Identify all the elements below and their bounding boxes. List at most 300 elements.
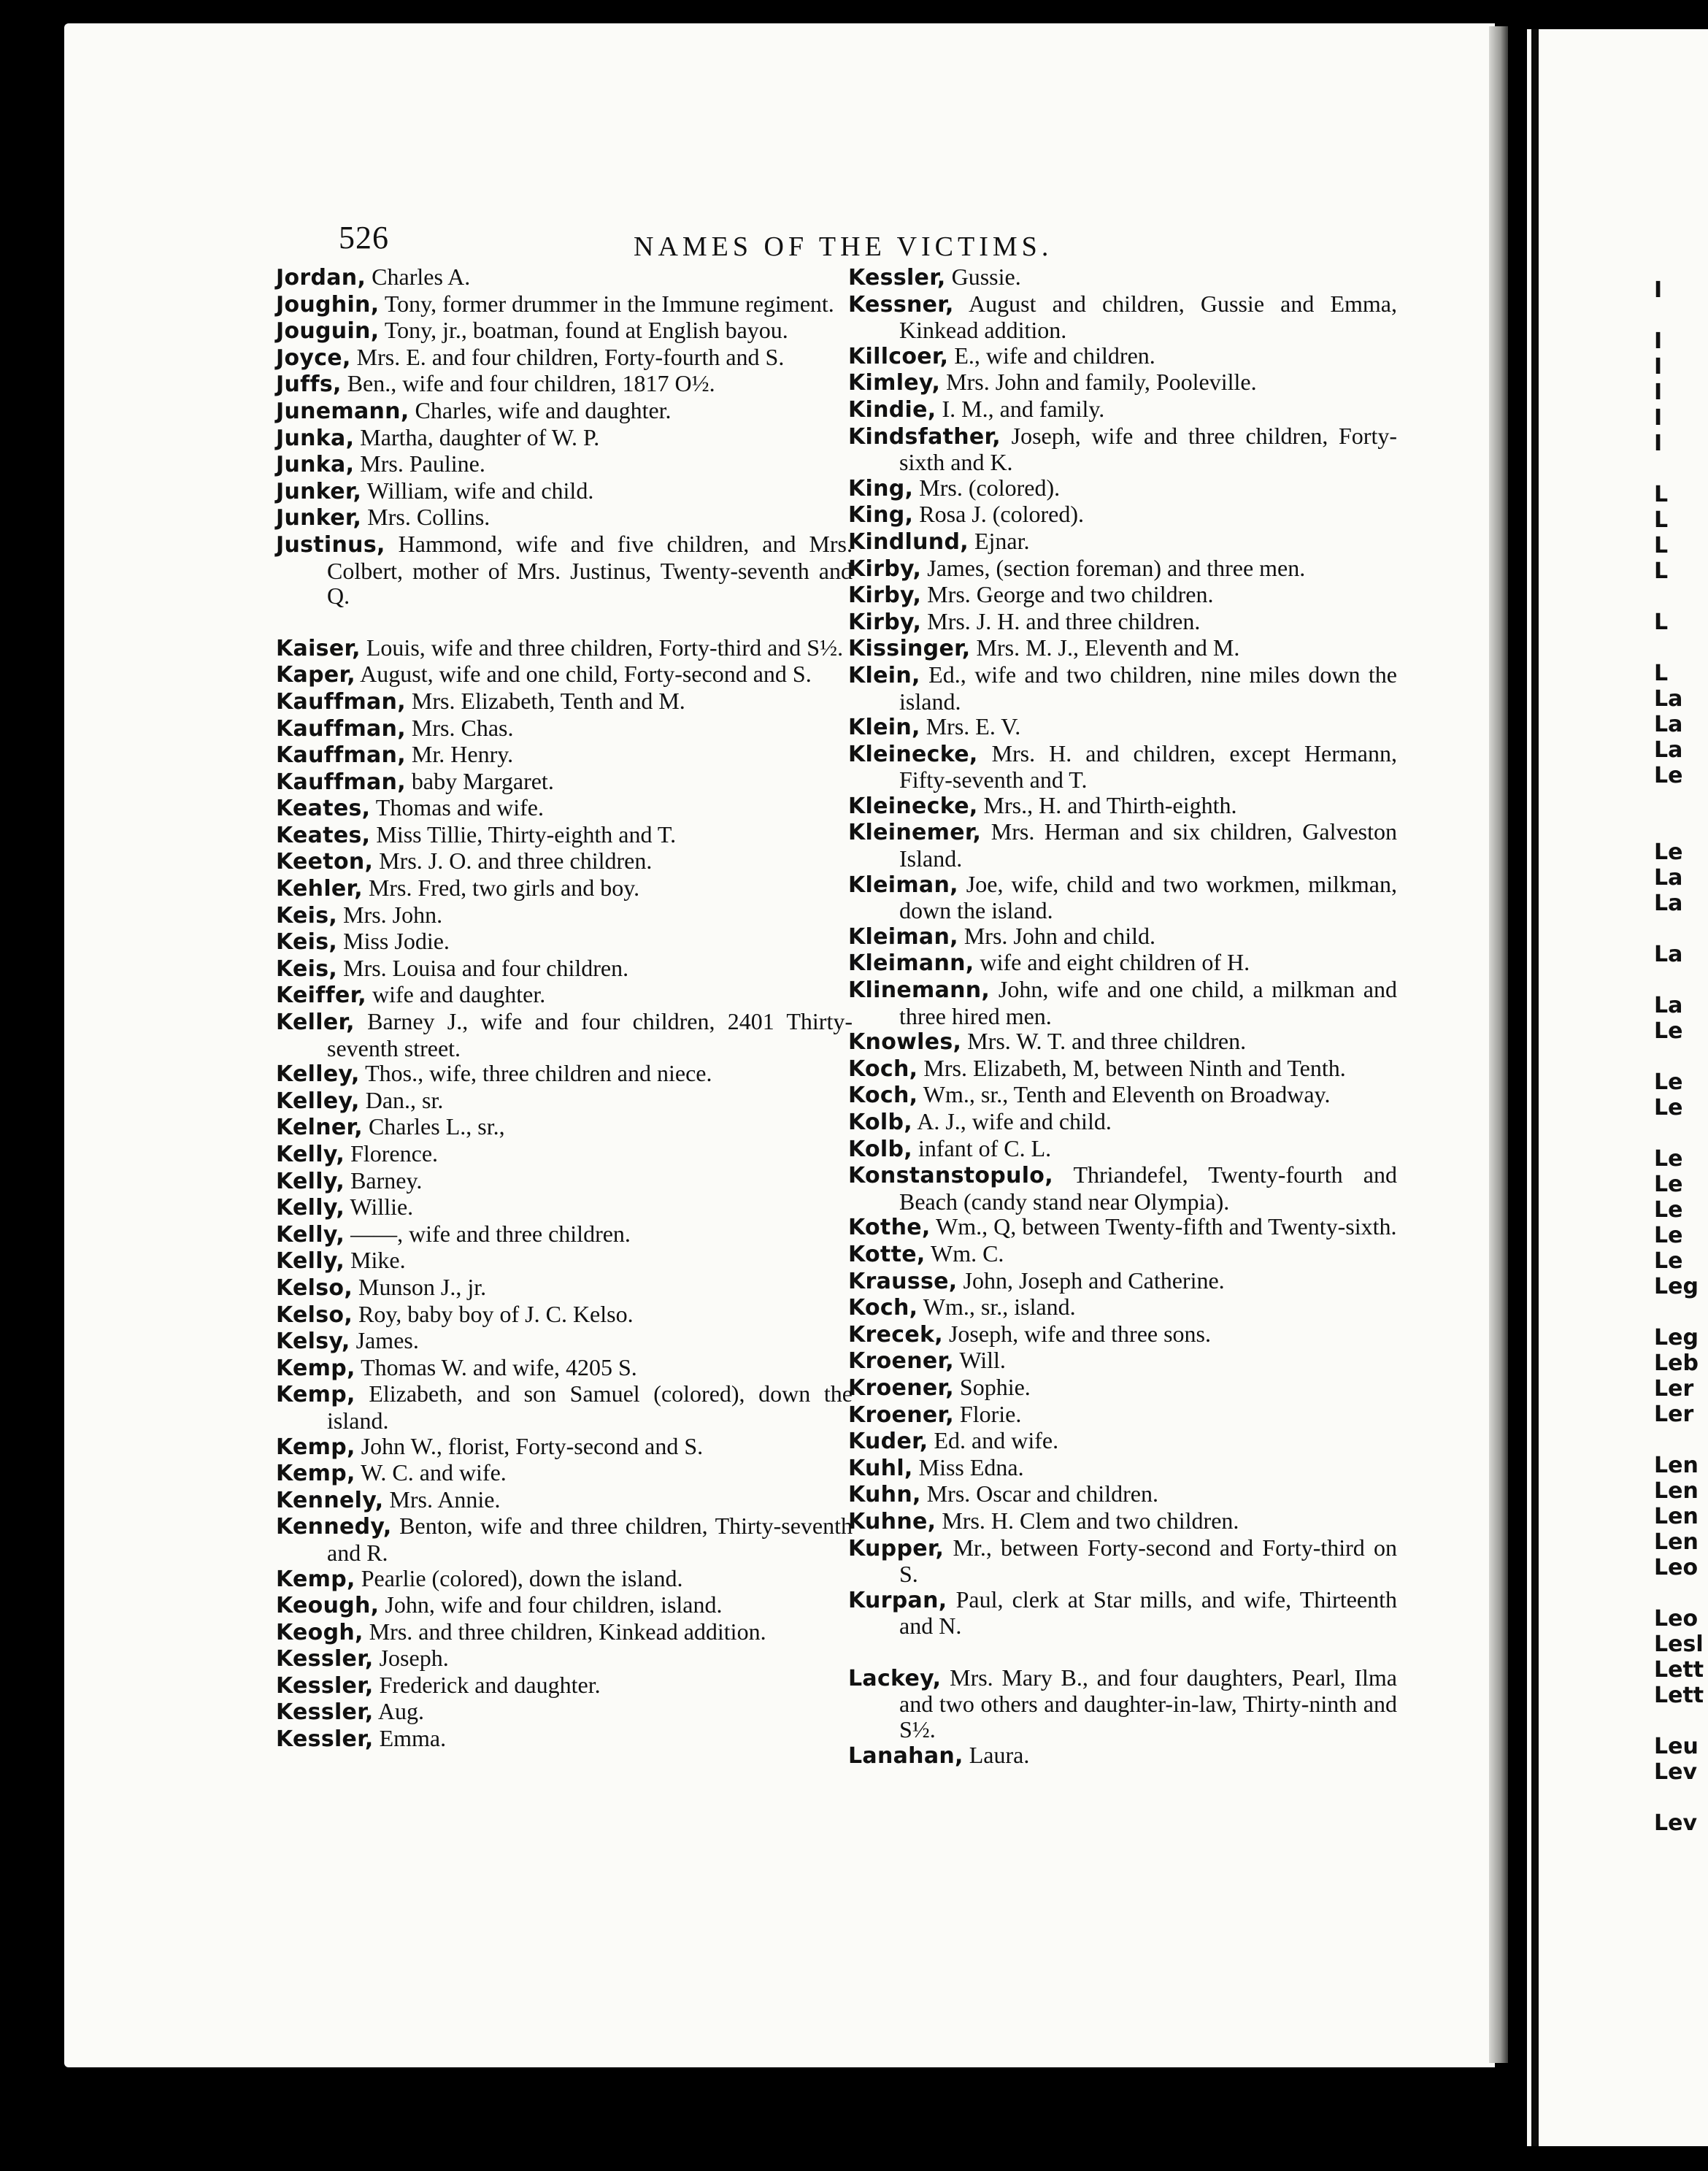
facing-page-letter: Leg xyxy=(1654,1325,1699,1350)
victim-details: Martha, daughter of W. P. xyxy=(354,423,600,450)
victim-surname: Koch, xyxy=(848,1295,918,1321)
victim-surname: Keates, xyxy=(276,796,371,822)
victim-surname: Keogh, xyxy=(276,1619,363,1645)
victim-entry xyxy=(848,1402,1397,1429)
victim-entry xyxy=(276,1302,853,1329)
victim-details: Charles A. xyxy=(366,264,471,290)
victim-surname: Klein, xyxy=(848,715,920,741)
victim-details: Mrs. John. xyxy=(337,901,443,928)
victim-entry xyxy=(276,688,853,715)
victim-surname: Jordan, xyxy=(276,265,366,291)
victim-surname: Kemp, xyxy=(276,1382,355,1408)
victim-surname: Kelley, xyxy=(276,1088,360,1114)
facing-page-letter: L xyxy=(1654,610,1669,635)
victim-entry xyxy=(848,1214,1397,1241)
facing-page-letter: Leo xyxy=(1654,1606,1699,1632)
victim-surname: Koch, xyxy=(848,1083,918,1109)
victim-surname: Juffs, xyxy=(276,372,342,398)
facing-page-letter: Le xyxy=(1654,839,1683,865)
victim-details: Mrs. Oscar and children. xyxy=(920,1480,1158,1507)
victim-surname: Kelly, xyxy=(276,1248,345,1275)
facing-page-letter: Ler xyxy=(1654,1402,1694,1427)
facing-page-letter: Leg xyxy=(1654,1274,1699,1299)
victim-details: Mrs. Pauline. xyxy=(354,450,485,477)
victim-surname: Kroener, xyxy=(848,1348,954,1375)
victim-details: wife and eight children of H. xyxy=(974,949,1250,976)
victim-details: William, wife and child. xyxy=(361,477,594,504)
victim-surname: Kindlund, xyxy=(848,529,969,555)
victim-entry xyxy=(848,1508,1397,1535)
victim-entry xyxy=(276,902,853,929)
victim-details: Mrs. Collins. xyxy=(361,504,491,531)
victim-details: wife and daughter. xyxy=(366,981,546,1008)
facing-page-letter: L xyxy=(1654,507,1669,533)
victim-entry xyxy=(848,291,1397,343)
victim-surname: Joughin, xyxy=(276,291,380,318)
victim-entry xyxy=(848,1375,1397,1402)
victim-surname: Lanahan, xyxy=(848,1742,963,1769)
victim-details: Joseph, wife and three children, Forty-sixth and K. xyxy=(899,422,1397,476)
victim-entry xyxy=(276,504,853,531)
victim-details: Ed. and wife. xyxy=(928,1427,1059,1454)
facing-page-letter: Le xyxy=(1654,1095,1683,1121)
victim-surname: Koch, xyxy=(848,1056,918,1082)
section-gap xyxy=(276,609,853,635)
victim-surname: Kurpan, xyxy=(848,1587,947,1613)
victim-details: Pearlie (colored), down the island. xyxy=(355,1564,683,1591)
victim-entry xyxy=(848,529,1397,556)
victim-entry xyxy=(848,1428,1397,1455)
facing-page-letter: Le xyxy=(1654,1069,1683,1095)
facing-page-letter xyxy=(1654,1580,1708,1606)
victim-surname: Kirby, xyxy=(848,583,922,609)
victim-details: Thos., wife, three children and niece. xyxy=(359,1060,712,1087)
facing-page-margin-letters xyxy=(1654,277,1708,1836)
victim-details: Joseph. xyxy=(373,1645,449,1672)
victim-details: Benton, wife and three children, Thirty-seventh and R. xyxy=(327,1513,853,1566)
victim-entry xyxy=(848,369,1397,396)
victim-entry xyxy=(276,264,853,291)
victim-details: Mrs. John and child. xyxy=(958,922,1156,949)
victim-details: Mrs. Elizabeth, M, between Ninth and Tenth. xyxy=(918,1054,1346,1081)
victim-surname: Kelly, xyxy=(276,1221,345,1248)
facing-page-letter: La xyxy=(1654,993,1683,1018)
victim-surname: Kothe, xyxy=(848,1215,931,1241)
victim-surname: Kennely, xyxy=(276,1487,384,1513)
victim-surname: Keiffer, xyxy=(276,983,366,1009)
facing-page-letter: Lett xyxy=(1654,1683,1704,1708)
victim-entry xyxy=(276,1328,853,1355)
victim-details: August, wife and one child, Forty-second and S. xyxy=(355,661,812,688)
victim-entry xyxy=(848,1321,1397,1348)
victim-entry xyxy=(276,1619,853,1646)
victim-details: Mrs. (colored). xyxy=(913,474,1061,501)
victim-surname: Kessler, xyxy=(276,1646,374,1672)
victim-surname: Keis, xyxy=(276,902,338,929)
victim-details: Mrs., H. and Thirth-eighth. xyxy=(977,791,1237,818)
victim-surname: Kaiser, xyxy=(276,635,361,661)
victim-details: Mrs. Fred, two girls and boy. xyxy=(362,875,640,902)
victim-details: Mrs. M. J., Eleventh and M. xyxy=(970,634,1240,661)
page-edge-shadow xyxy=(1489,26,1508,2063)
victim-details: Thriandefel, Twenty-fourth and Beach (candy stand near Olympia). xyxy=(899,1161,1397,1215)
victim-details: A. J., wife and child. xyxy=(912,1108,1112,1134)
facing-page-letter xyxy=(1654,1299,1708,1325)
facing-page-letter: I xyxy=(1654,380,1663,405)
victim-entry xyxy=(276,1355,853,1382)
victim-details: I. M., and family. xyxy=(936,395,1105,422)
victim-details: Miss Edna. xyxy=(912,1453,1024,1480)
facing-page-letter: I xyxy=(1654,405,1663,431)
victim-surname: Kelly, xyxy=(276,1142,345,1167)
victim-surname: Kessler, xyxy=(276,1672,374,1699)
victim-entry xyxy=(276,661,853,688)
victim-surname: Kleiman, xyxy=(848,923,958,950)
victim-surname: Kelley, xyxy=(276,1061,360,1088)
victim-surname: Kimley, xyxy=(848,370,941,396)
victim-details: Florie. xyxy=(953,1400,1022,1427)
victim-details: Aug. xyxy=(373,1698,424,1725)
victim-entry xyxy=(276,982,853,1009)
victim-surname: Junka, xyxy=(276,452,355,478)
victim-entry xyxy=(848,556,1397,583)
victim-details: Tony, former drummer in the Immune regiment. xyxy=(379,290,834,317)
victim-details: W. C. and wife. xyxy=(355,1459,507,1486)
victim-surname: Kemp, xyxy=(276,1461,355,1487)
victim-surname: King, xyxy=(848,502,914,529)
victim-entry xyxy=(276,635,853,662)
victim-entry xyxy=(276,1088,853,1115)
victim-details: Munson J., jr. xyxy=(353,1273,487,1300)
victim-surname: Junka, xyxy=(276,425,355,451)
victim-details: Ben., wife and four children, 1817 O½. xyxy=(341,370,715,397)
victim-surname: Kroener, xyxy=(848,1402,954,1428)
victim-details: Sophie. xyxy=(953,1373,1031,1400)
victim-details: Roy, baby boy of J. C. Kelso. xyxy=(353,1300,634,1327)
victim-details: Florence. xyxy=(345,1140,439,1167)
victim-surname: Kolb, xyxy=(848,1136,912,1162)
victim-surname: Kotte, xyxy=(848,1241,926,1267)
facing-page-letter: I xyxy=(1654,431,1663,456)
victim-details: James, (section foreman) and three men. xyxy=(921,554,1306,581)
victim-entry xyxy=(276,425,853,452)
victim-entry xyxy=(276,291,853,318)
victim-details: Elizabeth, and son Samuel (colored), down the island. xyxy=(327,1380,853,1434)
facing-page-letter xyxy=(1654,1121,1708,1146)
victim-surname: Kirby, xyxy=(848,609,922,635)
victim-entry xyxy=(848,977,1397,1029)
victim-surname: King, xyxy=(848,475,914,502)
victim-entry xyxy=(848,872,1397,923)
victim-details: Mrs. H. and children, except Hermann, Fifty-seventh and T. xyxy=(899,739,1397,794)
victim-details: Wm. C. xyxy=(925,1240,1004,1267)
victim-details: Wm., sr., island. xyxy=(918,1294,1076,1321)
victim-entry xyxy=(276,875,853,902)
victim-details: Mrs. E. V. xyxy=(920,713,1021,740)
victim-details: Wm., sr., Tenth and Eleventh on Broadway. xyxy=(918,1081,1331,1108)
victim-surname: Knowles, xyxy=(848,1029,962,1056)
victim-entry xyxy=(276,742,853,769)
victim-surname: Kolb, xyxy=(848,1110,912,1135)
facing-page-letter: L xyxy=(1654,661,1669,686)
victim-surname: Klinemann, xyxy=(848,977,990,1004)
facing-page-letter: Lev xyxy=(1654,1810,1698,1836)
victim-entry xyxy=(276,1726,853,1753)
victim-entry xyxy=(276,956,853,983)
victim-details: Mrs. Louisa and four children. xyxy=(337,954,629,981)
victim-surname: Klein, xyxy=(848,662,920,688)
victim-entry xyxy=(276,822,853,849)
victim-surname: Krausse, xyxy=(848,1268,958,1294)
victim-entry xyxy=(848,343,1397,370)
facing-page-letter: Le xyxy=(1654,1248,1683,1274)
victim-entry xyxy=(276,1248,853,1275)
victim-entry xyxy=(276,451,853,478)
victim-surname: Kessner, xyxy=(848,291,954,318)
facing-page-letter xyxy=(1654,584,1708,610)
victim-entry xyxy=(848,1455,1397,1482)
facing-page-letter: Ler xyxy=(1654,1376,1694,1402)
victim-entry xyxy=(276,1592,853,1619)
victim-entry xyxy=(848,502,1397,529)
victim-entry xyxy=(848,662,1397,714)
victim-surname: Keis, xyxy=(276,956,338,982)
facing-page-letter: La xyxy=(1654,942,1683,967)
victim-entry xyxy=(276,478,853,505)
victim-surname: Kirby, xyxy=(848,556,922,582)
victim-details: Ejnar. xyxy=(968,527,1030,554)
victim-surname: Kindsfather, xyxy=(848,423,1001,450)
victim-surname: Konstanstopulo, xyxy=(848,1163,1053,1189)
facing-page-letter: Len xyxy=(1654,1529,1699,1555)
victim-surname: Kemp, xyxy=(276,1434,355,1460)
victim-entry xyxy=(276,1434,853,1461)
facing-page-letter: Lett xyxy=(1654,1657,1704,1683)
victim-entry xyxy=(848,1162,1397,1214)
victim-entry xyxy=(848,1535,1397,1587)
facing-page-letter: Len xyxy=(1654,1504,1699,1529)
victim-entry xyxy=(848,714,1397,741)
facing-page-letter: La xyxy=(1654,737,1683,763)
victim-entry xyxy=(848,396,1397,423)
victim-entry xyxy=(276,1141,853,1168)
victim-entry xyxy=(848,1665,1397,1742)
victim-details: Ed., wife and two children, nine miles down the island. xyxy=(899,661,1397,715)
victim-entry xyxy=(848,475,1397,502)
victim-surname: Keough, xyxy=(276,1593,380,1619)
victim-details: Mrs. John and family, Pooleville. xyxy=(940,369,1257,396)
victim-entry xyxy=(848,793,1397,820)
victim-surname: Kleinecke, xyxy=(848,793,978,819)
victim-surname: Keis, xyxy=(276,929,338,956)
victim-entry xyxy=(848,741,1397,793)
victim-entry xyxy=(848,1587,1397,1639)
victim-surname: Keller, xyxy=(276,1010,355,1036)
victim-entry xyxy=(276,1645,853,1672)
facing-page-letter xyxy=(1654,635,1708,661)
victim-entry xyxy=(276,318,853,345)
page-number: 526 xyxy=(339,220,389,255)
victim-surname: Kennedy, xyxy=(276,1514,392,1540)
victim-entry xyxy=(848,1268,1397,1295)
facing-page-letter: Leo xyxy=(1654,1555,1699,1580)
victim-entry xyxy=(848,582,1397,609)
victim-surname: Jouguin, xyxy=(276,318,380,345)
victim-surname: Lackey, xyxy=(848,1665,942,1691)
victim-entry xyxy=(276,345,853,372)
facing-page-letter: Le xyxy=(1654,763,1683,788)
victim-details: John W., florist, Forty-second and S. xyxy=(355,1432,704,1459)
victim-surname: Junker, xyxy=(276,505,362,531)
victim-surname: Kleiman, xyxy=(848,872,958,898)
victim-surname: Krecek, xyxy=(848,1321,943,1348)
victim-details: Barney. xyxy=(345,1167,423,1194)
facing-page-letter: Lev xyxy=(1654,1759,1698,1785)
section-gap xyxy=(848,1639,1397,1665)
left-column xyxy=(276,264,853,1753)
victim-details: Laura. xyxy=(963,1741,1030,1768)
facing-page-letter: Le xyxy=(1654,1223,1683,1248)
victim-details: Mrs. and three children, Kinkead addition. xyxy=(363,1618,766,1645)
facing-page-letter xyxy=(1654,1785,1708,1810)
victim-entry xyxy=(276,398,853,425)
victim-details: Mrs. J. O. and three children. xyxy=(373,848,653,875)
victim-surname: Kleimann, xyxy=(848,950,974,977)
victim-entry xyxy=(276,1487,853,1514)
victim-details: Joseph, wife and three sons. xyxy=(942,1320,1211,1347)
victim-details: infant of C. L. xyxy=(912,1134,1052,1161)
facing-page-letter: I xyxy=(1654,354,1663,380)
facing-page-letter xyxy=(1654,456,1708,482)
victim-details: James. xyxy=(350,1327,419,1354)
facing-page-letter: Le xyxy=(1654,1018,1683,1044)
victim-entry xyxy=(848,923,1397,950)
victim-entry xyxy=(848,1241,1397,1268)
victim-entry xyxy=(848,264,1397,291)
victim-surname: Kessler, xyxy=(276,1726,374,1753)
facing-page-letter: L xyxy=(1654,533,1669,558)
victim-entry xyxy=(848,819,1397,871)
victim-details: Wm., Q, between Twenty-fifth and Twenty-sixth. xyxy=(930,1213,1397,1240)
facing-page-letter xyxy=(1654,916,1708,942)
victim-details: Willie. xyxy=(345,1194,414,1221)
victim-details: Mrs. Herman and six children, Galveston Island. xyxy=(899,818,1397,872)
victim-entry xyxy=(276,1221,853,1248)
victim-entry xyxy=(848,1029,1397,1056)
victim-details: Mrs. Mary B., and four daughters, Pearl, Ilma and two others and daughter-in-law, Thirty-ninth and S½. xyxy=(899,1664,1397,1743)
victim-entry xyxy=(848,1056,1397,1083)
victim-entry xyxy=(848,609,1397,636)
victim-details: Thomas and wife. xyxy=(370,794,544,821)
victim-surname: Kelso, xyxy=(276,1275,353,1301)
victim-details: Mr. Henry. xyxy=(405,741,514,768)
facing-page-letter: Len xyxy=(1654,1478,1699,1504)
victim-surname: Killcoer, xyxy=(848,343,949,369)
victim-details: Mrs. Elizabeth, Tenth and M. xyxy=(405,687,685,714)
facing-page-letter: Len xyxy=(1654,1453,1699,1478)
victim-details: baby Margaret. xyxy=(405,767,554,794)
victim-entry xyxy=(848,950,1397,977)
victim-surname: Kleinecke, xyxy=(848,741,978,767)
victim-entry xyxy=(276,1168,853,1195)
victim-details: Gussie. xyxy=(945,264,1021,290)
victim-surname: Kelly, xyxy=(276,1168,345,1194)
victim-details: Barney J., wife and four children, 2401 Thirty-seventh street. xyxy=(327,1008,853,1061)
victim-entry xyxy=(276,1061,853,1088)
facing-page-letter xyxy=(1654,788,1708,814)
facing-page-letter: La xyxy=(1654,686,1683,712)
victim-entry xyxy=(848,1136,1397,1163)
victim-surname: Kemp, xyxy=(276,1355,355,1381)
victim-entry xyxy=(276,848,853,875)
victim-details: Paul, clerk at Star mills, and wife, Thirteenth and N. xyxy=(899,1586,1397,1640)
victim-surname: Kauffman, xyxy=(276,688,406,715)
victim-surname: Kissinger, xyxy=(848,636,971,662)
victim-surname: Kroener, xyxy=(848,1375,954,1401)
victim-entry xyxy=(276,1513,853,1565)
facing-page-letter: La xyxy=(1654,865,1683,891)
facing-page-letter: Lesl xyxy=(1654,1632,1704,1657)
victim-entry xyxy=(848,1348,1397,1375)
running-head: NAMES OF THE VICTIMS. xyxy=(634,231,1053,262)
facing-page-letter: La xyxy=(1654,891,1683,916)
facing-page-letter: L xyxy=(1654,558,1669,584)
victim-surname: Kleinemer, xyxy=(848,820,982,846)
facing-page-letter xyxy=(1654,814,1708,839)
victim-entry xyxy=(276,1275,853,1302)
facing-page-letter: I xyxy=(1654,277,1663,303)
victim-details: Charles L., sr., xyxy=(362,1113,505,1140)
victim-entry xyxy=(276,1381,853,1433)
facing-page-letter: Leb xyxy=(1654,1350,1699,1376)
victim-details: Mrs. Annie. xyxy=(383,1486,501,1513)
victim-surname: Kuhn, xyxy=(848,1482,921,1508)
victim-details: John, wife and four children, island. xyxy=(379,1591,723,1618)
victim-entry xyxy=(276,715,853,742)
victim-entry xyxy=(848,1481,1397,1508)
victim-details: Mr., between Forty-second and Forty-third on S. xyxy=(899,1534,1397,1588)
victim-surname: Junemann, xyxy=(276,398,409,424)
victim-surname: Kessler, xyxy=(848,265,946,291)
victim-details: Mrs. E. and four children, Forty-fourth and S. xyxy=(350,343,785,370)
victim-entry xyxy=(276,531,853,609)
victim-details: Frederick and daughter. xyxy=(373,1671,601,1698)
victim-entry xyxy=(276,371,853,398)
facing-page-letter xyxy=(1654,967,1708,993)
victim-details: John, Joseph and Catherine. xyxy=(957,1267,1225,1294)
facing-page-letter xyxy=(1654,1427,1708,1453)
victim-entry xyxy=(848,1082,1397,1109)
victim-details: Rosa J. (colored). xyxy=(913,501,1084,528)
victim-details: Joe, wife, child and two workmen, milkman, down the island. xyxy=(899,870,1397,924)
victim-details: Mrs. George and two children. xyxy=(921,581,1214,608)
victim-surname: Kelly, xyxy=(276,1195,345,1221)
victim-surname: Keeton, xyxy=(276,849,374,875)
victim-surname: Kuhne, xyxy=(848,1508,936,1534)
victim-details: Mrs. H. Clem and two children. xyxy=(936,1507,1239,1534)
victim-details: Will. xyxy=(953,1347,1006,1374)
victim-details: John, wife and one child, a milkman and three hired men. xyxy=(899,976,1397,1029)
victim-details: ——, wife and three children. xyxy=(345,1220,631,1247)
right-column xyxy=(848,264,1397,1769)
victim-surname: Kindie, xyxy=(848,396,936,423)
victim-entry xyxy=(276,1460,853,1487)
victim-entry xyxy=(276,769,853,796)
victim-surname: Kehler, xyxy=(276,876,363,902)
victim-details: Miss Tillie, Thirty-eighth and T. xyxy=(370,821,677,848)
victim-details: E., wife and children. xyxy=(948,342,1155,369)
victim-entry xyxy=(276,1194,853,1221)
